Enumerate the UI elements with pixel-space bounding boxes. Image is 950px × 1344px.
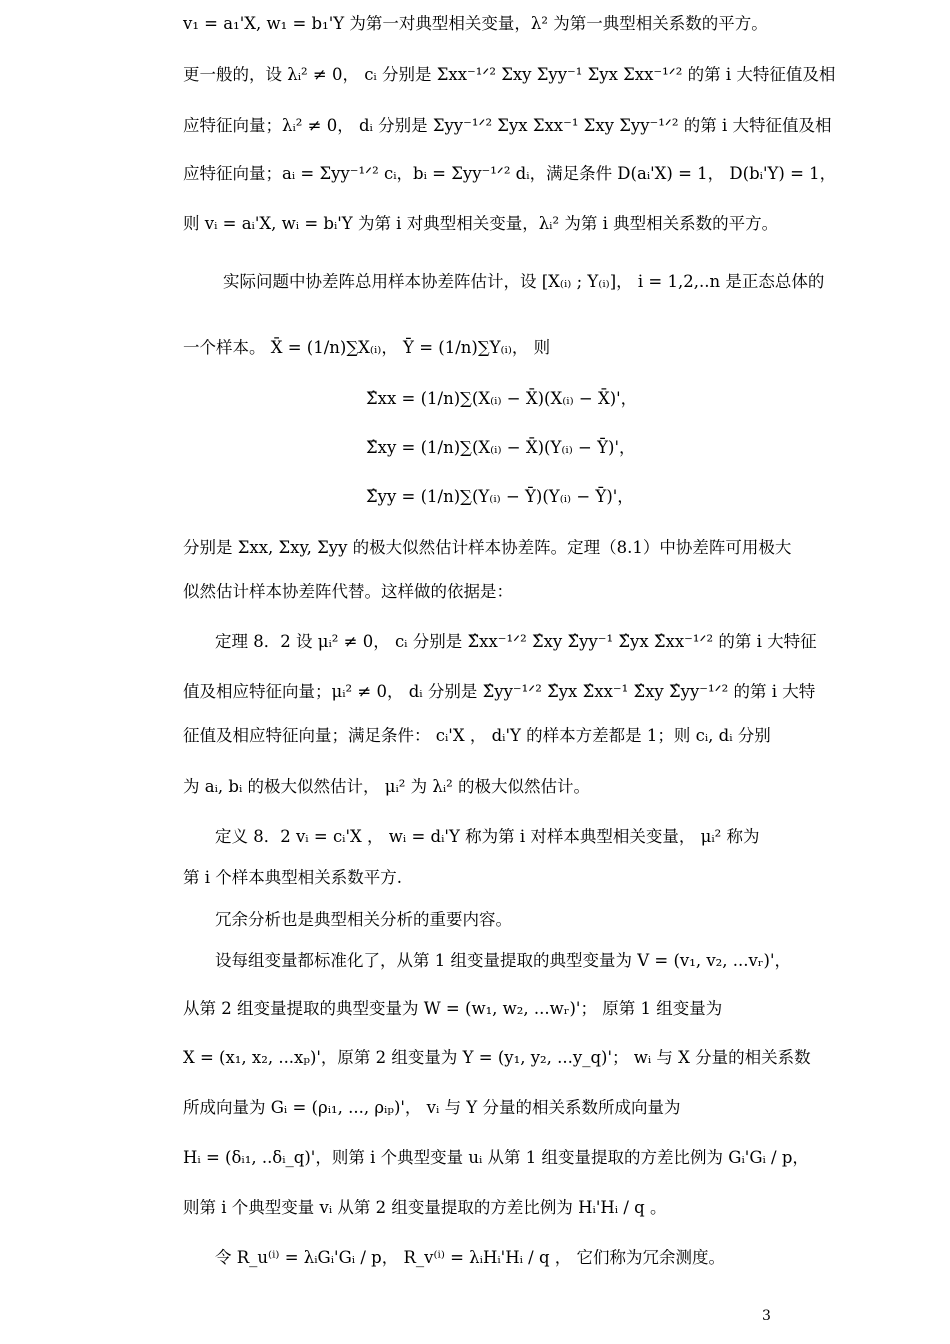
page-number: 3	[762, 1308, 771, 1324]
text-line: 设每组变量都标准化了，从第 1 组变量提取的典型变量为 V = (v₁, v₂, ...vᵣ)'，	[215, 951, 792, 970]
text-line: 实际问题中协差阵总用样本协差阵估计，设 [X₍ᵢ₎ ; Y₍ᵢ₎]， i = 1,2,..n 是正态总体的	[223, 272, 825, 291]
equation-sxy: Σ̂xy = (1/n)∑(X₍ᵢ₎ − X̄)(Y₍ᵢ₎ − Ȳ)'，	[366, 438, 636, 457]
text-line: 则第 i 个典型变量 vᵢ 从第 2 组变量提取的方差比例为 Hᵢ'Hᵢ / q 。	[183, 1198, 667, 1217]
text-line: 更一般的，设 λᵢ² ≠ 0， cᵢ 分别是 Σxx⁻¹ᐟ² Σxy Σyy⁻¹ Σyx Σxx⁻¹ᐟ² 的第 i 大特征值及相	[183, 65, 836, 84]
text-line: 令 R_u⁽ⁱ⁾ = λᵢGᵢ'Gᵢ / p， R_v⁽ⁱ⁾ = λᵢHᵢ'Hᵢ / q ， 它们称为冗余测度。	[215, 1248, 726, 1267]
text-line: Hᵢ = (δᵢ₁, ..δᵢ_q)'，则第 i 个典型变量 uᵢ 从第 1 组变量提取的方差比例为 Gᵢ'Gᵢ / p，	[183, 1148, 809, 1167]
text-line: 分别是 Σxx, Σxy, Σyy 的极大似然估计样本协差阵。定理（8.1）中协差阵可用极大	[183, 538, 792, 557]
text-line: 第 i 个样本典型相关系数平方.	[183, 868, 403, 887]
text-line: 冗余分析也是典型相关分析的重要内容。	[215, 910, 512, 929]
equation-syy: Σ̂yy = (1/n)∑(Y₍ᵢ₎ − Ȳ)(Y₍ᵢ₎ − Ȳ)'，	[366, 487, 634, 506]
text-line: 应特征向量；λᵢ² ≠ 0， dᵢ 分别是 Σyy⁻¹ᐟ² Σyx Σxx⁻¹ Σxy Σyy⁻¹ᐟ² 的第 i 大特征值及相	[183, 116, 832, 135]
text-line: 为 aᵢ, bᵢ 的极大似然估计， μᵢ² 为 λᵢ² 的极大似然估计。	[183, 777, 591, 796]
definition-line: 定义 8．2 vᵢ = cᵢ'X ， wᵢ = dᵢ'Y 称为第 i 对样本典型相关变量， μᵢ² 称为	[215, 827, 760, 846]
text-line: 值及相应特征向量；μᵢ² ≠ 0， dᵢ 分别是 Σ̂yy⁻¹ᐟ² Σ̂yx Σ̂xx⁻¹ Σ̂xy Σ̂yy⁻¹ᐟ² 的第 i 大特	[183, 682, 816, 701]
text-line: 从第 2 组变量提取的典型变量为 W = (w₁, w₂, ...wᵣ)'； 原第 1 组变量为	[183, 999, 723, 1018]
text-line: 似然估计样本协差阵代替。这样做的依据是：	[183, 582, 513, 601]
text-line: 征值及相应特征向量；满足条件： cᵢ'X ， dᵢ'Y 的样本方差都是 1；则 cᵢ, dᵢ 分别	[183, 726, 771, 745]
equation-sxx: Σ̂xx = (1/n)∑(X₍ᵢ₎ − X̄)(X₍ᵢ₎ − X̄)'，	[366, 389, 638, 408]
text-line: v₁ = a₁'X, w₁ = b₁'Y 为第一对典型相关变量，λ² 为第一典型相关系数的平方。	[183, 14, 768, 33]
text-line: 一个样本。 X̄ = (1/n)∑X₍ᵢ₎， Ȳ = (1/n)∑Y₍ᵢ₎， 则	[183, 338, 551, 357]
text-line: 所成向量为 Gᵢ = (ρᵢ₁, ..., ρᵢₚ)'， vᵢ 与 Y 分量的相关系数所成向量为	[183, 1098, 681, 1117]
text-line: X = (x₁, x₂, ...xₚ)'，原第 2 组变量为 Y = (y₁, y₂, ...y_q)'； wᵢ 与 X 分量的相关系数	[183, 1048, 811, 1067]
text-line: 则 vᵢ = aᵢ'X, wᵢ = bᵢ'Y 为第 i 对典型相关变量，λᵢ² 为第 i 典型相关系数的平方。	[183, 214, 779, 233]
text-line: 应特征向量；aᵢ = Σyy⁻¹ᐟ² cᵢ，bᵢ = Σyy⁻¹ᐟ² dᵢ，满足条件 D(aᵢ'X) = 1， D(bᵢ'Y) = 1，	[183, 164, 837, 183]
theorem-line: 定理 8．2 设 μᵢ² ≠ 0， cᵢ 分别是 Σ̂xx⁻¹ᐟ² Σ̂xy Σ̂yy⁻¹ Σ̂yx Σ̂xx⁻¹ᐟ² 的第 i 大特征	[215, 632, 817, 651]
